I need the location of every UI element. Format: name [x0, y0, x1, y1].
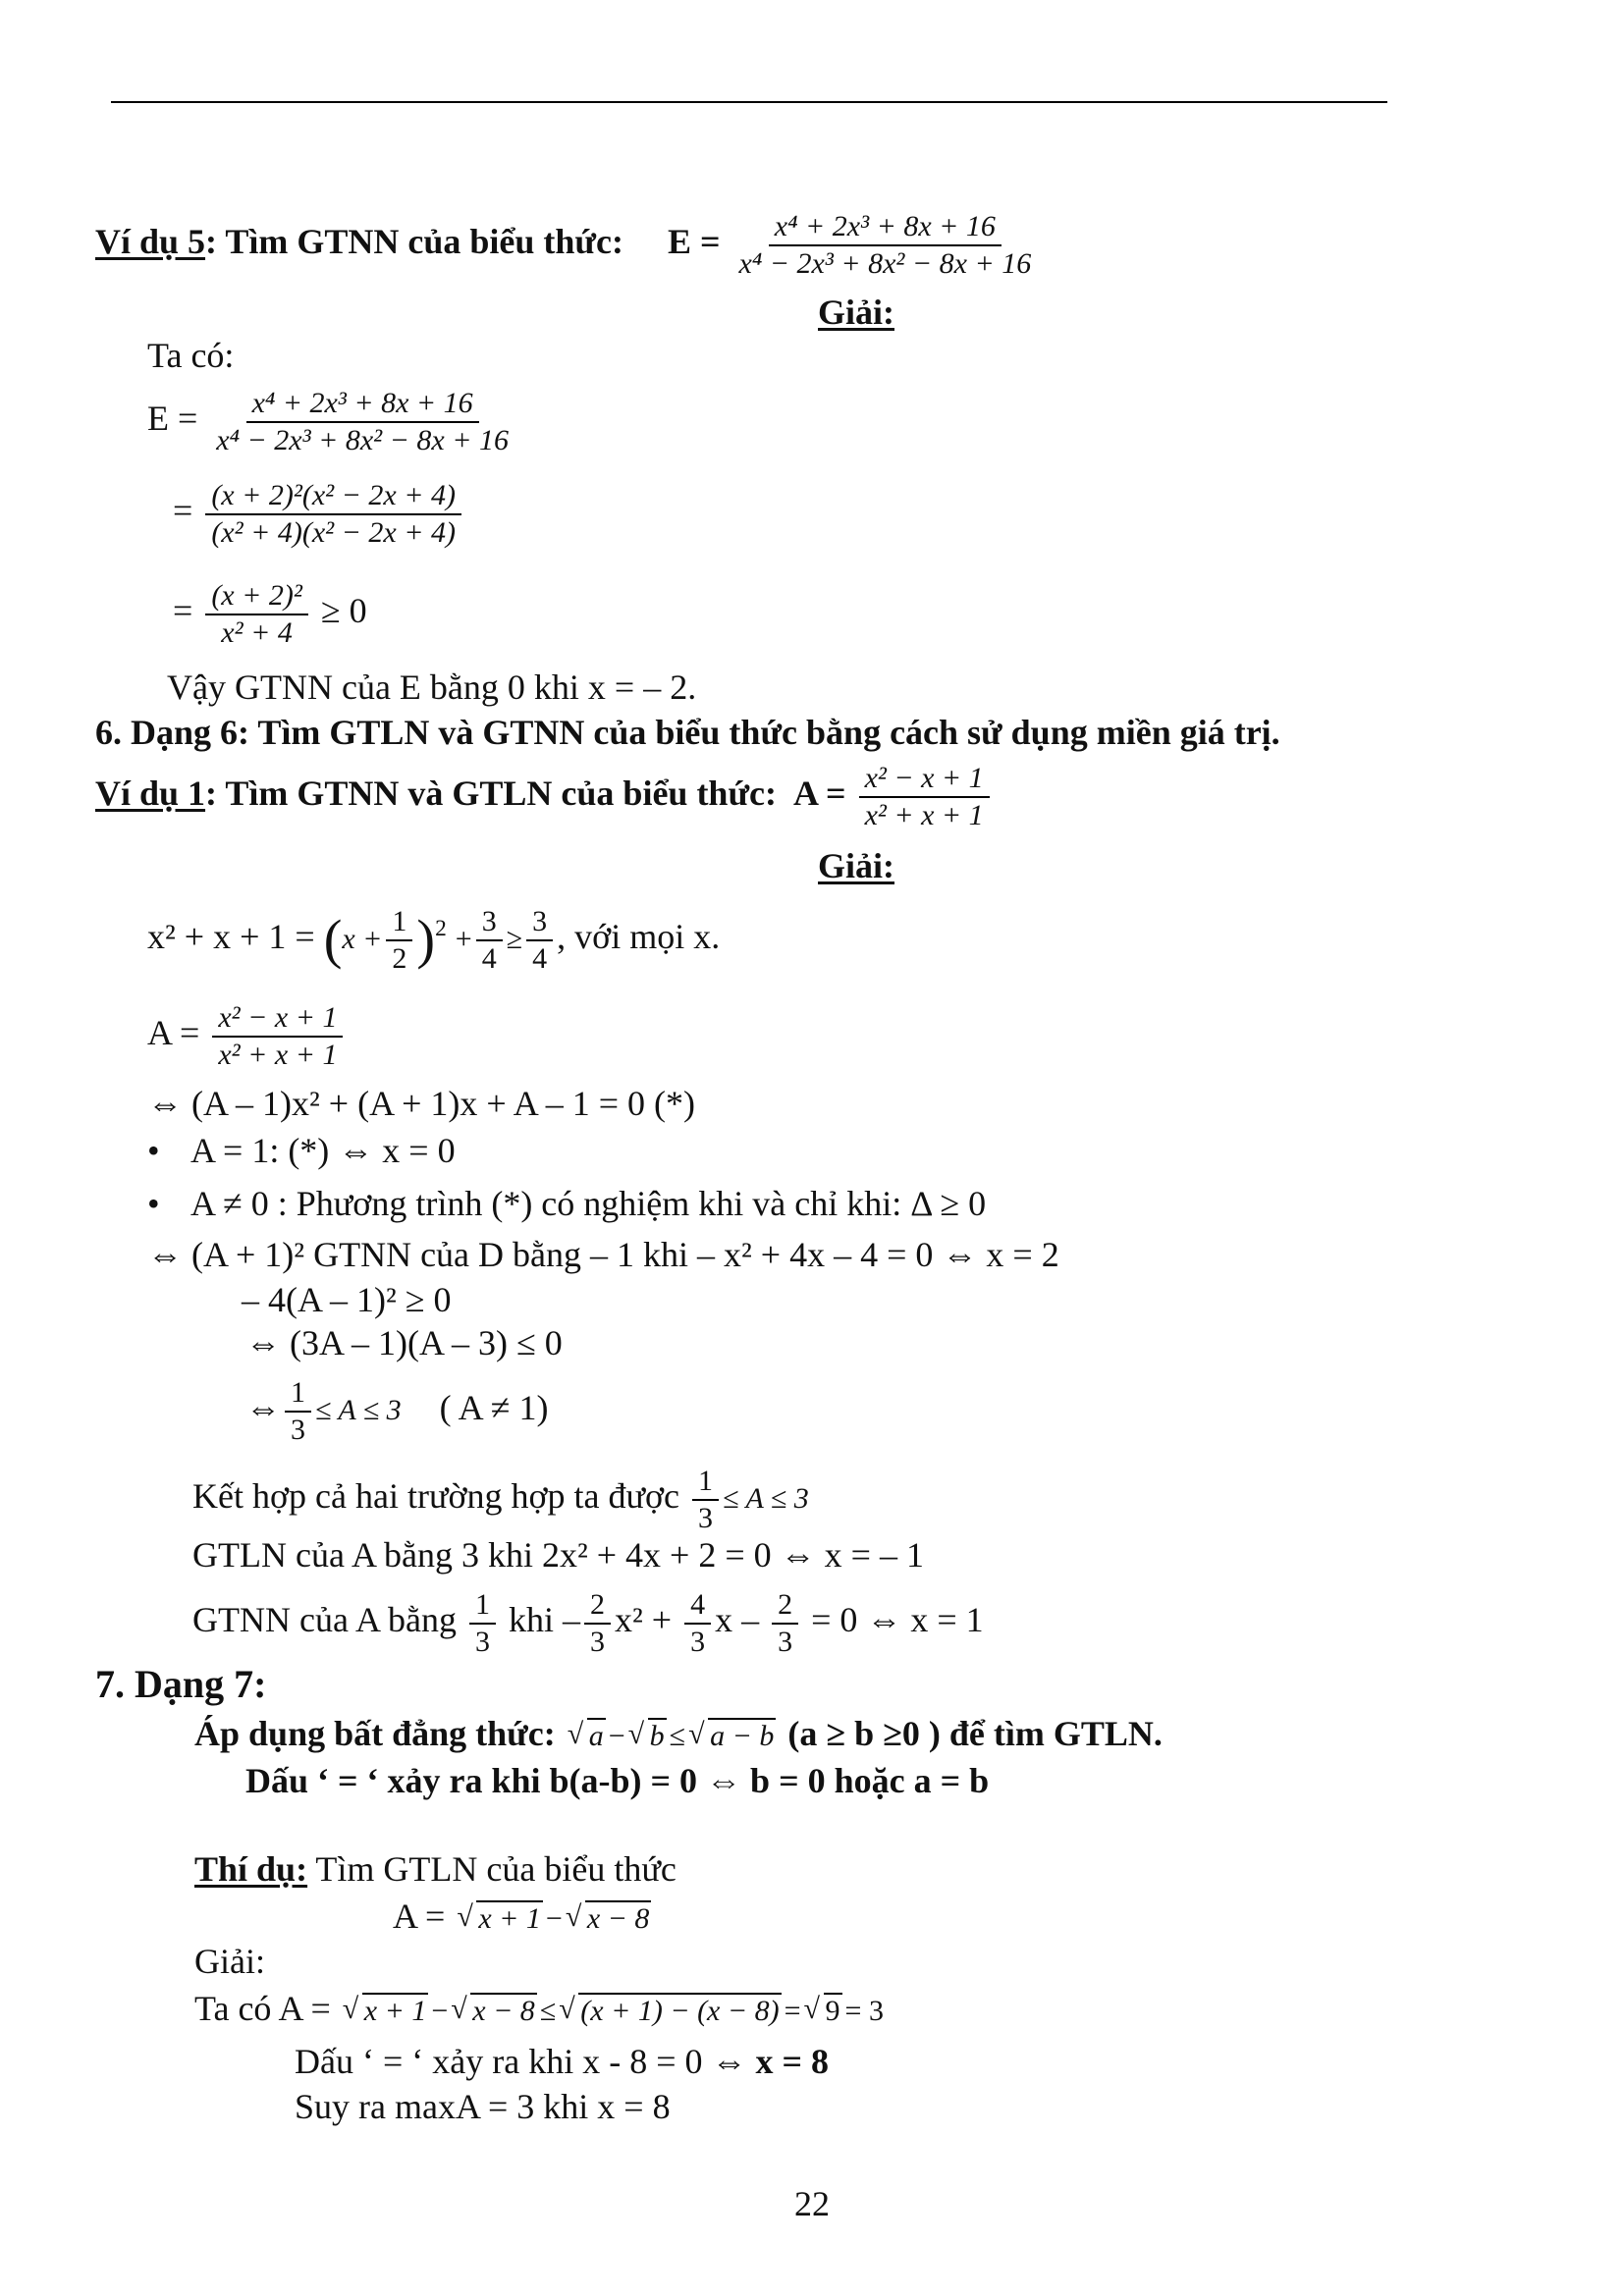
header-rule: [111, 101, 1387, 103]
step-3-fraction: $\frac{\text{(x + 2)²}}{\text{x² + 4}}$: [205, 578, 308, 650]
example-5-step-3: = $\frac{\text{(x + 2)²}}{\text{x² + 4}}$ ≥ 0: [173, 579, 367, 649]
example-5-prompt: : Tìm GTNN của biểu thức:: [205, 222, 623, 261]
example-5-conclusion: Vậy GTNN của E bằng 0 khi x = – 2.: [167, 667, 697, 707]
case-a-not-0: • A ≠ 0 : Phương trình (*) có nghiệm khi và chỉ khi: Δ ≥ 0: [147, 1184, 987, 1223]
example-1-step-6: ⇔ (3A – 1)(A – 3) ≤ 0: [245, 1323, 563, 1362]
case-a-equals-1: • A = 1: (*) ⇔ x = 0: [147, 1131, 456, 1170]
example-1-step-5: – 4(A – 1)² ≥ 0: [242, 1280, 452, 1319]
example-5-solution-label: Giải:: [818, 293, 894, 332]
example-1-heading: Ví dụ 1: Tìm GTNN và GTLN của biểu thức: A = $\frac{\text{x² − x + 1}}{\text{x² + x + 1}}$: [95, 754, 994, 832]
example-1-step-4: ⇔ (A + 1)² GTNN của D bằng – 1 khi – x² + 4x – 4 = 0 ⇔ x = 2: [147, 1235, 1059, 1274]
example-1-step-2: A = $\frac{\text{x² − x + 1}}{\text{x² + x + 1}}$: [147, 991, 347, 1074]
example-1-max: GTLN của A bằng 3 khi 2x² + 4x + 2 = 0 ⇔ x = – 1: [192, 1535, 924, 1575]
section-6-heading: 6. Dạng 6: Tìm GTLN và GTNN của biểu thức bằng cách sử dụng miền giá trị.: [95, 713, 1280, 752]
e-numerator: x⁴ + 2x³ + 8x + 16: [769, 209, 1001, 245]
example-solution-line: Ta có A = √ x + 1 −√ x − 8 ≤√ (x + 1) − (x − 8) =√ 9 = 3: [194, 1987, 884, 2033]
example-1-solution-label: Giải:: [818, 846, 894, 885]
step-1-fraction: $\frac{\text{x⁴ + 2x³ + 8x + 16}}{\text{x⁴ − 2x³ + 8x² − 8x + 16}}$: [216, 387, 509, 456]
section-7-equality: Dấu ‘ = ‘ xảy ra khi b(a-b) = 0 ⇔ b = 0 hoặc a = b: [245, 1761, 990, 1800]
page-number: 22: [794, 2184, 830, 2223]
example-5-step-2: = $\frac{\text{(x + 2)²(x² − 2x + 4)}}{\text{(x² + 4)(x² − 2x + 4)}}$: [173, 471, 465, 550]
e-fraction: [733, 209, 1038, 281]
example-5-heading: [95, 202, 1041, 281]
section-7-inequality: Áp dụng bất đẳng thức: √ a −√ b ≤√ a − b (a ≥ b ≥0 ) để tìm GTLN.: [194, 1712, 1163, 1758]
step-2-fraction: $\frac{\text{(x + 2)²(x² − 2x + 4)}}{\text{(x² + 4)(x² − 2x + 4)}}$: [205, 478, 461, 550]
bullet-icon: •: [147, 1184, 160, 1223]
example-1-step-3: ⇔ (A – 1)x² + (A + 1)x + A – 1 = 0 (*): [147, 1084, 695, 1123]
example-solution-label: Giải:: [194, 1942, 265, 1981]
example-5-taco: Ta có:: [147, 336, 235, 375]
bullet-icon: •: [147, 1131, 160, 1170]
sqrt-a: √ a: [568, 1715, 606, 1758]
example-1-step-1: x² + x + 1 = (x + $\frac{1}{2}$ )$^2$ + $\frac{3}{4}$ ≥ $\frac{3}{4}$ , với mọi x.: [147, 905, 721, 975]
example-1-step-7: ⇔ $\frac{1}{3}$ ≤ A ≤ 3 ( A ≠ 1): [245, 1376, 549, 1446]
example-5-title: Ví dụ 5: [95, 222, 206, 261]
example-expression: A = √ x + 1 −√ x − 8: [393, 1895, 654, 1941]
example-1-combined: Kết hợp cả hai trường hợp ta được $\frac{1}{3}$ ≤ A ≤ 3: [192, 1465, 809, 1534]
example-1-title: Ví dụ 1: [95, 774, 206, 813]
a-fraction: $\frac{\text{x² − x + 1}}{\text{x² + x + 1}}$: [859, 761, 990, 832]
sqrt-b: √ b: [628, 1715, 667, 1758]
example-equality: Dấu ‘ = ‘ xảy ra khi x - 8 = 0 ⇔ x = 8: [295, 2042, 830, 2081]
example-result: Suy ra maxA = 3 khi x = 8: [295, 2087, 671, 2126]
example-5-step-1: E = $\frac{\text{x⁴ + 2x³ + 8x + 16}}{\text{x⁴ − 2x³ + 8x² − 8x + 16}}$: [147, 379, 518, 457]
example-heading: Thí dụ: Tìm GTLN của biểu thức: [194, 1849, 677, 1889]
sqrt-a-minus-b: √ a − b: [688, 1715, 776, 1758]
section-7-heading: 7. Dạng 7:: [95, 1662, 267, 1706]
e-equals: E =: [668, 222, 721, 261]
e-denominator: x⁴ − 2x³ + 8x² − 8x + 16: [738, 246, 1032, 280]
example-1-min: GTNN của A bằng $\frac{1}{3}$ khi – $\frac{2}{3}$ x² + $\frac{4}{3}$ x – $\frac{2}{3}$ = 0 ⇔ x = 1: [192, 1588, 984, 1658]
